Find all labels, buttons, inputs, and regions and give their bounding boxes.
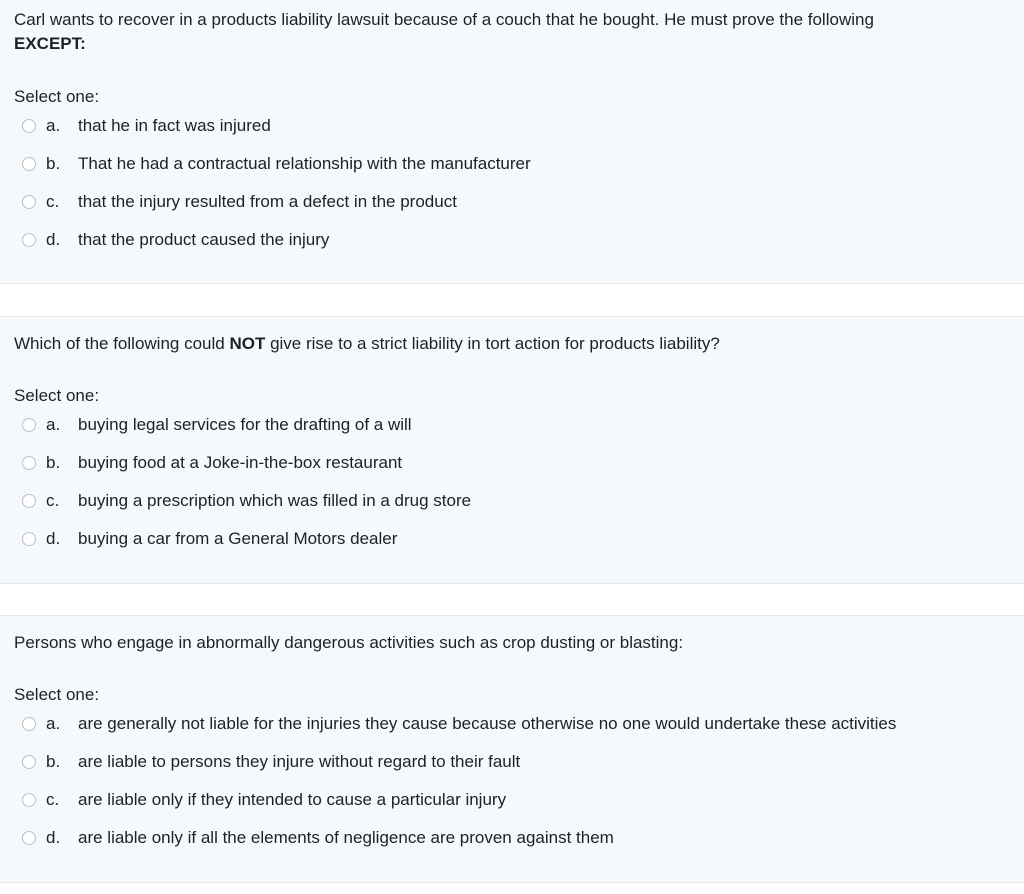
radio-button[interactable]: [22, 755, 36, 769]
select-one-prompt: Select one:: [14, 386, 100, 405]
answer-letter: b.: [46, 154, 61, 173]
answer-letter: b.: [46, 453, 61, 472]
answer-text[interactable]: that the injury resulted from a defect in the product: [78, 192, 457, 211]
question-text-emphasis: NOT: [229, 334, 266, 353]
radio-button[interactable]: [22, 717, 36, 731]
answer-option-a[interactable]: [22, 114, 271, 138]
answer-option-d[interactable]: [22, 527, 397, 551]
answer-letter: d.: [46, 529, 61, 548]
radio-button[interactable]: [22, 195, 36, 209]
answer-letter: a.: [46, 116, 61, 135]
answer-text[interactable]: that the product caused the injury: [78, 230, 330, 249]
answer-option-a[interactable]: [22, 712, 896, 736]
answer-option-c[interactable]: [22, 489, 471, 513]
answer-option-b[interactable]: [22, 152, 531, 176]
answer-text[interactable]: That he had a contractual relationship with the manufacturer: [78, 154, 531, 173]
question-text: [14, 8, 894, 56]
answer-text[interactable]: that he in fact was injured: [78, 116, 271, 135]
answer-option-b[interactable]: [22, 750, 520, 774]
radio-button[interactable]: [22, 532, 36, 546]
question-2: [0, 316, 1024, 584]
question-text-part: give rise to a strict liability in tort action for products liability?: [265, 334, 720, 353]
answer-option-a[interactable]: [22, 413, 412, 437]
answer-letter: a.: [46, 415, 61, 434]
question-text: [14, 631, 914, 655]
answer-text[interactable]: are liable to persons they injure without regard to their fault: [78, 752, 521, 771]
answer-option-c[interactable]: [22, 190, 457, 214]
answer-letter: c.: [46, 491, 60, 510]
answer-text[interactable]: are liable only if they intended to cause a particular injury: [78, 790, 507, 809]
select-one-prompt: Select one:: [14, 87, 100, 106]
question-3: [0, 615, 1024, 883]
answer-option-d[interactable]: [22, 826, 614, 850]
question-text-part: Which of the following could: [14, 334, 230, 353]
question-1: [0, 0, 1024, 284]
answer-option-d[interactable]: [22, 228, 329, 252]
question-text-part: Carl wants to recover in a products liability lawsuit because of a couch that he bought. He must prove the following: [14, 10, 874, 29]
radio-button[interactable]: [22, 494, 36, 508]
radio-button[interactable]: [22, 119, 36, 133]
answer-text[interactable]: are generally not liable for the injuries they cause because otherwise no one would undertake these activities: [78, 714, 897, 733]
answer-letter: c.: [46, 790, 60, 809]
answer-text[interactable]: buying a prescription which was filled in a drug store: [78, 491, 472, 510]
radio-button[interactable]: [22, 793, 36, 807]
answer-letter: a.: [46, 714, 61, 733]
select-one-prompt: Select one:: [14, 685, 100, 704]
question-text-part: Persons who engage in abnormally dangerous activities such as crop dusting or blasting:: [14, 633, 684, 652]
radio-button[interactable]: [22, 157, 36, 171]
answer-letter: d.: [46, 828, 61, 847]
answer-option-b[interactable]: [22, 451, 402, 475]
answer-text[interactable]: are liable only if all the elements of negligence are proven against them: [78, 828, 614, 847]
answer-letter: d.: [46, 230, 61, 249]
radio-button[interactable]: [22, 233, 36, 247]
radio-button[interactable]: [22, 456, 36, 470]
radio-button[interactable]: [22, 831, 36, 845]
answer-text[interactable]: buying a car from a General Motors dealer: [78, 529, 398, 548]
question-text-emphasis: EXCEPT:: [14, 34, 86, 53]
answer-text[interactable]: buying legal services for the drafting of a will: [78, 415, 412, 434]
answer-letter: c.: [46, 192, 60, 211]
answer-text[interactable]: buying food at a Joke-in-the-box restaurant: [78, 453, 403, 472]
answer-letter: b.: [46, 752, 61, 771]
radio-button[interactable]: [22, 418, 36, 432]
answer-option-c[interactable]: [22, 788, 506, 812]
question-text: [14, 332, 914, 356]
